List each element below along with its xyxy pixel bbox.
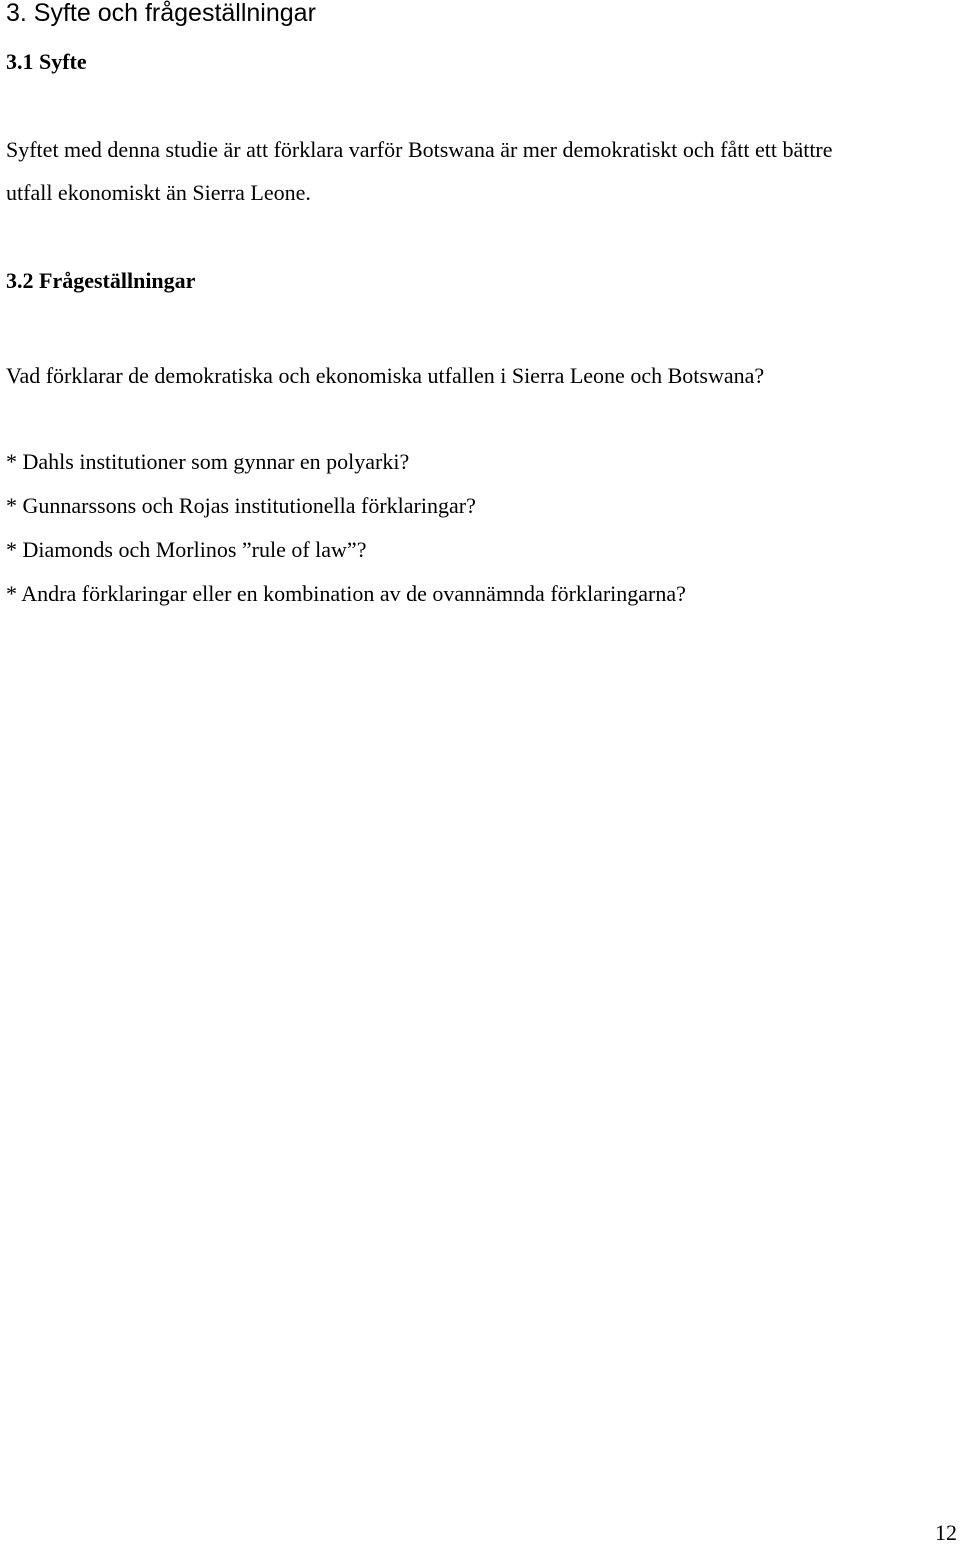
section-heading-syfte: 3.1 Syfte [6,49,87,74]
purpose-paragraph-line-2: utfall ekonomiskt än Sierra Leone. [6,180,311,205]
page-number: 12 [935,1520,957,1545]
chapter-heading: 3. Syfte och frågeställningar [6,0,316,27]
sub-question-item: * Diamonds och Morlinos ”rule of law”? [6,537,367,562]
sub-question-item: * Gunnarssons och Rojas institutionella förklaringar? [6,493,476,518]
purpose-paragraph-line-1: Syftet med denna studie är att förklara varför Botswana är mer demokratiskt och fått ett bättre [6,137,833,162]
sub-question-item: * Andra förklaringar eller en kombination av de ovannämnda förklaringarna? [6,581,686,606]
sub-question-item: * Dahls institutioner som gynnar en polyarki? [6,449,410,474]
section-heading-fragestallningar: 3.2 Frågeställningar [6,268,196,293]
main-question: Vad förklarar de demokratiska och ekonomiska utfallen i Sierra Leone och Botswana? [6,363,765,388]
